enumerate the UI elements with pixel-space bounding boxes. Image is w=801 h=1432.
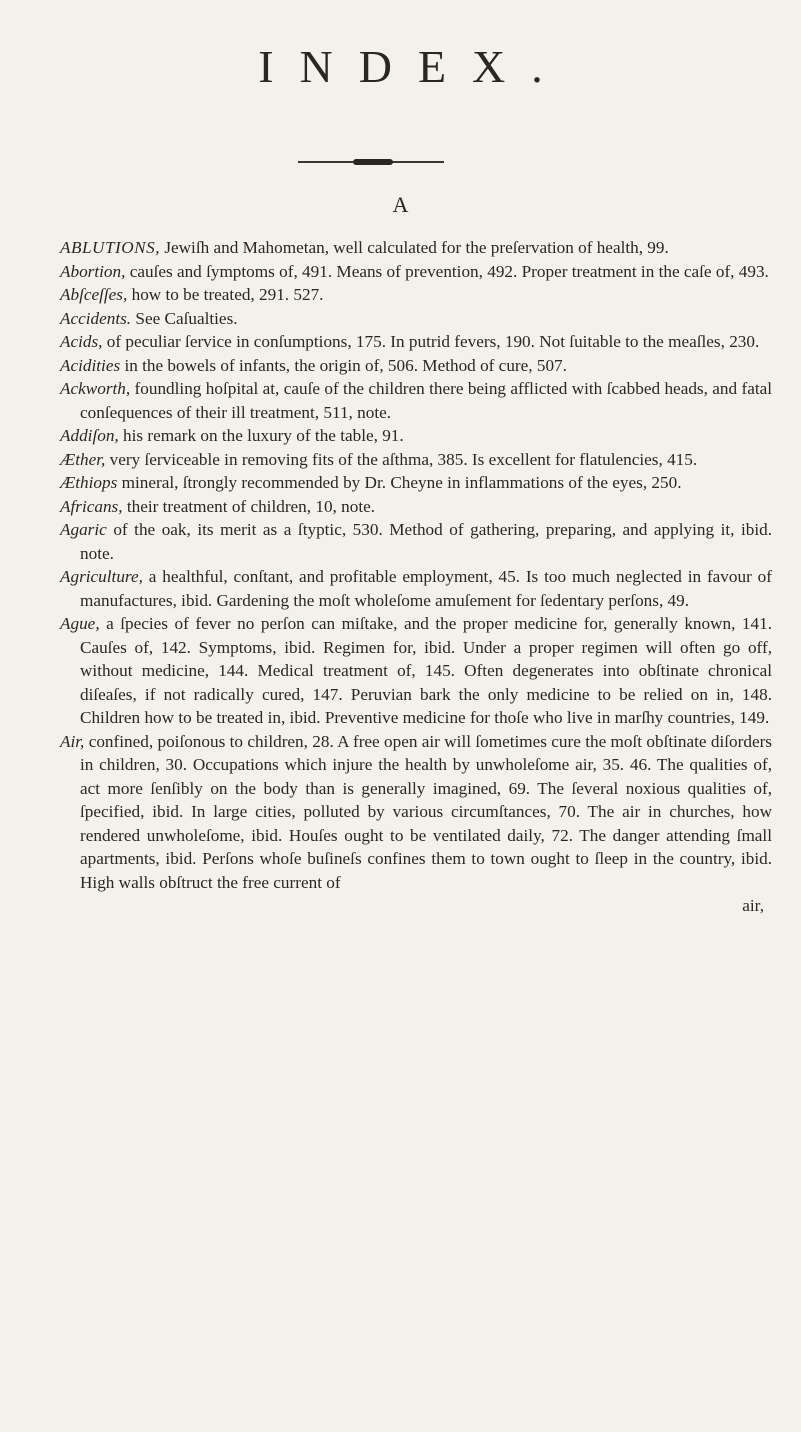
entry-headword: Abſceſſes, — [60, 285, 128, 304]
page-title: INDEX. — [258, 41, 569, 92]
entry-headword: Æthiops — [60, 473, 118, 492]
entry-text: a ſpecies of fever no perſon can miſtake, and the proper medicine for, generally known, 141. Cauſes of, 142. Symptoms, ibid. Regimen for, ibid. Under a proper regimen will often go off, without medicine, 144. Medical treatment of, 145. Often degenerates into obſtinate chronical diſeaſes, if not radically cured, 147. Peruvian bark the only medicine to be relied on in, 148. Children how to be treated in, ibid. Preventive medicine for thoſe who live in marſhy countries, 149. — [80, 614, 772, 727]
entry-text: a healthful, conſtant, and profitable employment, 45. Is too much neglected in favour of manufactures, ibid. Gardening the moſt wholeſome amuſement for ſedentary perſons, 49. — [80, 567, 772, 610]
entry-text: mineral, ſtrongly recommended by Dr. Cheyne in inflammations of the eyes, 250. — [117, 473, 682, 492]
entry-headword: Agriculture, — [60, 567, 143, 586]
entry-text: of peculiar ſervice in conſumptions, 175. In putrid fevers, 190. Not ſuitable to the meaſles, 230. — [102, 332, 760, 351]
index-entry — [60, 612, 772, 730]
entry-text: See Caſualties. — [131, 308, 238, 328]
entry-headword: Ague, — [60, 614, 100, 633]
entry-text: of the oak, its merit as a ſtyptic, 530. Method of gathering, preparing, and applying it, ibid. note. — [80, 520, 772, 563]
entry-text: Jewiſh and Mahometan, well calculated for the preſervation of health, 99. — [160, 238, 669, 257]
index-entry — [60, 565, 772, 612]
entry-text: his remark on the luxury of the table, 91. — [118, 426, 404, 445]
index-entry — [60, 236, 772, 260]
entry-headword: Addiſon, — [60, 426, 119, 445]
entry-headword: Æther, — [60, 449, 106, 469]
index-entry — [60, 377, 772, 424]
index-entry — [60, 260, 772, 284]
entry-headword: ABLUTIONS, — [60, 238, 161, 257]
entry-headword: Abortion, — [60, 261, 126, 281]
entry-text: their treatment of children, 10, note. — [122, 496, 376, 516]
index-entry — [60, 330, 772, 354]
entry-headword: Acids, — [60, 332, 103, 351]
entry-text: very ſerviceable in removing fits of the aſthma, 385. Is excellent for flatulencies, 415. — [105, 449, 698, 469]
entry-headword: Agaric — [60, 520, 107, 539]
entry-headword: Africans, — [60, 496, 123, 516]
entry-text: in the bowels of infants, the origin of, 506. Method of cure, 507. — [120, 355, 567, 375]
index-entry — [60, 448, 772, 472]
index-entry — [60, 283, 772, 307]
index-entry — [60, 307, 772, 331]
entry-text: confined, poiſonous to children, 28. A free open air will ſometimes cure the moſt obſtinate diſorders in children, 30. Occupations which injure the health by unwholeſome air, 35. 46. The qualities of, act more ſenſibly on the body than is generally imagined, 69. The ſeveral noxious qualities of, ſpecified, ibid. In large cities, polluted by various circumſtances, 70. The air in churches, how rendered unwholeſome, ibid. Houſes ought to be ventilated daily, 72. The danger attending ſmall apartments, ibid. Perſons whoſe buſineſs confines them to town ought to ſleep in the country, ibid. High walls obſtruct the free current of — [80, 731, 772, 892]
index-entry — [60, 424, 772, 448]
index-entries — [60, 236, 772, 918]
entry-headword: Ackworth, — [60, 379, 131, 398]
index-entry-continuation — [60, 894, 772, 918]
entry-text: air, — [742, 896, 764, 915]
index-entry — [60, 518, 772, 565]
entry-headword: Accidents. — [60, 308, 132, 328]
section-letter: A — [392, 192, 409, 217]
index-entry — [60, 354, 772, 378]
entry-headword: Air, — [60, 731, 85, 751]
ornamental-rule — [298, 161, 444, 163]
entry-text: how to be treated, 291. 527. — [127, 285, 324, 304]
entry-headword: Acidities — [60, 355, 121, 375]
entry-text: cauſes and ſymptoms of, 491. Means of prevention, 492. Proper treatment in the caſe of, 493. — [125, 261, 769, 281]
index-entry — [60, 730, 772, 895]
index-entry — [60, 495, 772, 519]
entry-text: foundling hoſpital at, cauſe of the children there being afflicted with ſcabbed heads, and fatal conſequences of their ill treatment, 511, note. — [80, 379, 772, 422]
index-entry — [60, 471, 772, 495]
